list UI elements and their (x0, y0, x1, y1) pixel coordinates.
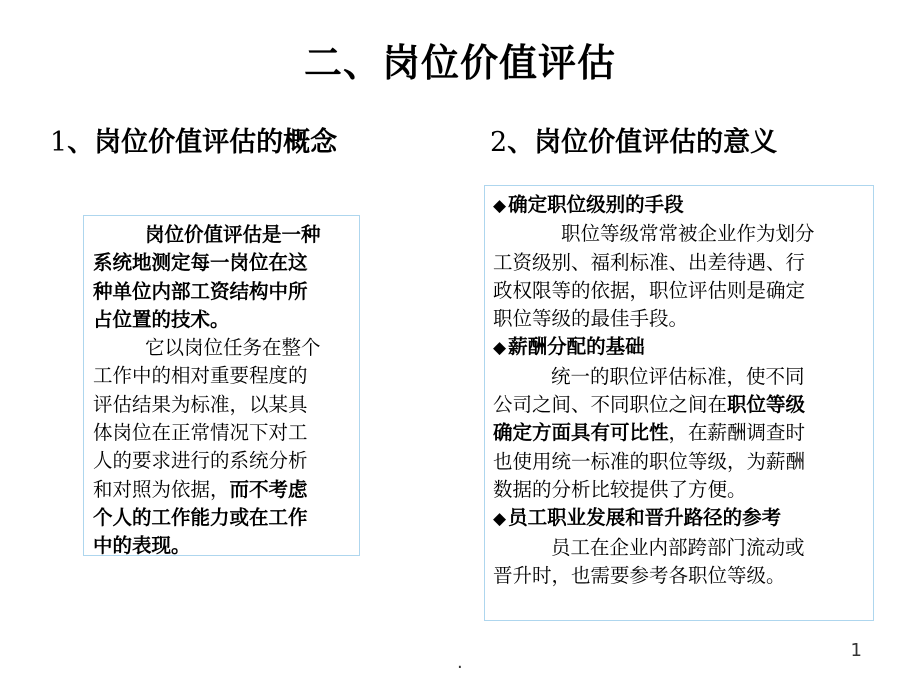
significance-line (493, 419, 867, 447)
concept-line: 人的要求进行的系统分析 (93, 449, 308, 473)
significance-item-title: 员工职业发展和晋升路径的参考 (508, 506, 782, 530)
concept-line: 中的表现。 (93, 534, 191, 558)
significance-line: 政权限等的依据，职位评估则是确定 (493, 278, 806, 302)
significance-text-box (484, 185, 874, 621)
concept-text-box (83, 215, 360, 556)
concept-line: 评估结果为标准，以某具 (93, 392, 308, 416)
significance-line: 晋升时，也需要参考各职位等级。 (493, 563, 786, 587)
significance-item-heading (493, 191, 867, 220)
significance-item-title: 确定职位级别的手段 (508, 193, 684, 216)
diamond-bullet-icon: ◆ (493, 196, 507, 216)
concept-line-bold: 而不考虑 (229, 477, 308, 501)
significance-item-heading (493, 504, 867, 533)
significance-line-bold: 确定方面具有可比性 (493, 421, 669, 445)
significance-line: 也使用统一标准的职位等级，为薪酬 (493, 449, 806, 473)
significance-item-title: 薪酬分配的基础 (508, 335, 645, 359)
concept-line: 工作中的相对重要程度的 (93, 364, 308, 388)
section2-number: 2 (490, 127, 508, 158)
significance-line-plain: ，在薪酬调查时 (668, 421, 806, 445)
concept-line: 个人的工作能力或在工作 (93, 505, 308, 529)
concept-line: 它以岗位任务在整个 (145, 336, 321, 360)
significance-line: 数据的分析比较提供了方便。 (493, 477, 747, 501)
section2-heading-text: 、岗位价值评估的意义 (507, 127, 778, 158)
section1-heading-text: 、岗位价值评估的概念 (67, 127, 338, 158)
diamond-bullet-icon: ◆ (493, 338, 507, 359)
section1-heading (50, 120, 337, 159)
significance-line: 职位等级的最佳手段。 (493, 307, 689, 331)
footer-dot: . (457, 652, 463, 673)
page-number: 1 (850, 640, 862, 661)
significance-line: 员工在企业内部跨部门流动或 (551, 535, 805, 559)
concept-line: 占位置的技术。 (93, 307, 230, 331)
significance-line-bold: 职位等级 (727, 393, 806, 417)
concept-line: 种单位内部工资结构中所 (93, 279, 308, 303)
significance-line (493, 391, 867, 419)
significance-line-plain: 公司之间、不同职位之间在 (493, 393, 728, 417)
section1-number: 1 (50, 127, 68, 158)
concept-line: 体岗位在正常情况下对工 (93, 421, 308, 445)
significance-line: 工资级别、福利标准、出差待遇、行 (493, 250, 806, 274)
slide-title: 二、岗位价值评估 (303, 41, 616, 85)
significance-line: 职位等级常常被企业作为划分 (561, 222, 815, 246)
concept-line: 系统地测定每一岗位在这 (93, 251, 308, 275)
significance-line: 统一的职位评估标准，使不同 (551, 364, 805, 388)
diamond-bullet-icon: ◆ (493, 509, 507, 530)
significance-item-heading (493, 333, 867, 362)
concept-line (93, 476, 351, 504)
concept-line: 岗位价值评估是一种 (145, 223, 321, 246)
section2-heading (490, 120, 777, 159)
concept-line-plain: 和对照为依据， (93, 477, 230, 501)
